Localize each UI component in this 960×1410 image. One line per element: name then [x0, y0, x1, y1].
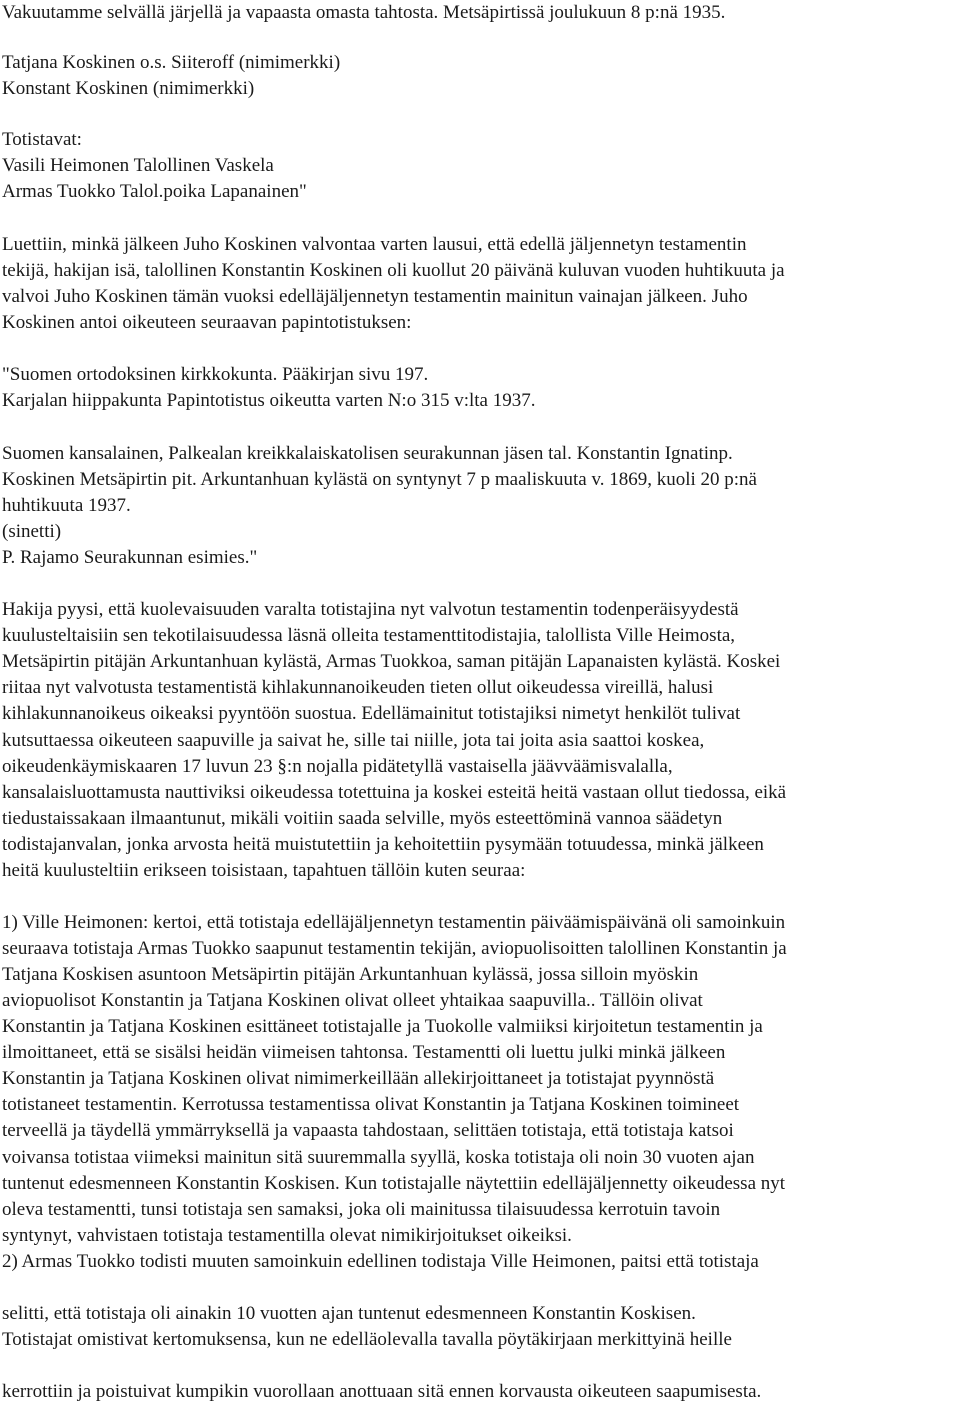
document-line: totistaneet testamentin. Kerrotussa testamentissa olivat Konstantin ja Tatjana Koskinen toimineet	[2, 1094, 740, 1115]
document-line: oleva testamentti, tunsi totistaja sen samaksi, joka oli mainitussa tilaisuudessa kerrotuin tavoin	[2, 1199, 721, 1220]
document-line: 2) Armas Tuokko todisti muuten samoinkuin edellinen todistaja Ville Heimonen, paitsi että totistaja	[2, 1251, 759, 1272]
document-line: Vakuutamme selvällä järjellä ja vapaasta omasta tahtosta. Metsäpirtissä joulukuun 8 p:nä 1935.	[2, 2, 726, 23]
document-line: tuntenut edesmenneen Konstantin Koskisen. Kun totistajalle näytettiin edelläjäljennetty oikeudessa nyt	[2, 1173, 786, 1194]
document-line: (sinetti)	[2, 521, 62, 542]
document-line: Konstantin ja Tatjana Koskinen esittäneet totistajalle ja Tuokolle valmiiksi kirjoitetun testamentin ja	[2, 1016, 763, 1037]
document-line: huhtikuuta 1937.	[2, 495, 131, 516]
document-line: aviopuolisot Konstantin ja Tatjana Koskinen olivat olleet yhtaikaa saapuvilla.. Tällöin olivat	[2, 990, 703, 1011]
document-line: kutsuttaessa oikeuteen saapuville ja saivat he, sille tai niille, jota tai joita asia saattoi koskea,	[2, 730, 705, 751]
document-line: kansalaisluottamusta nauttiviksi oikeudessa totettuina ja koskei esteitä heitä vastaan ollut tiedossa, eikä	[2, 782, 787, 803]
document-line: P. Rajamo Seurakunnan esimies."	[2, 547, 258, 568]
document-line: todistajanvalan, jonka arvosta heitä muistutettiin ja kehoitettiin pysymään totuudessa, minkä jälkeen	[2, 834, 764, 855]
document-line: seuraava totistaja Armas Tuokko saapunut testamentin tekijän, aviopuolisoitten talollinen Konstantin ja	[2, 938, 787, 959]
document-line: voivansa totistaa viimeksi mainitun sitä suuremmalla syyllä, koska totistaja oli noin 30 vuoten ajan	[2, 1147, 755, 1168]
document-line: selitti, että totistaja oli ainakin 10 vuotten ajan tuntenut edesmenneen Konstantin Koskisen.	[2, 1303, 696, 1324]
document-line: riitaa nyt valvotusta testamentistä kihlakunnanoikeuden tieten ollut oikeudessa vireillä, halusi	[2, 677, 714, 698]
document-line: Konstant Koskinen (nimimerkki)	[2, 78, 255, 99]
document-line: syntynyt, vahvistaen totistaja testamentilla olevat nimikirjoitukset oikeiksi.	[2, 1225, 572, 1246]
document-line: kihlakunnanoikeus oikeaksi pyyntöön suostua. Edellämainitut totistajiksi nimetyt henkilöt tulivat	[2, 703, 741, 724]
document-line: Tatjana Koskinen o.s. Siiteroff (nimimerkki)	[2, 52, 341, 73]
document-line: tekijä, hakijan isä, talollinen Konstantin Koskinen oli kuollut 20 päivänä kuluvan vuoden huhtikuuta ja	[2, 260, 785, 281]
document-line: Metsäpirtin pitäjän Arkuntanhuan kylästä, Armas Tuokkoa, saman pitäjän Lapanaisten kylästä. Koskei	[2, 651, 781, 672]
document-line: Armas Tuokko Talol.poika Lapanainen"	[2, 181, 307, 202]
document-line: "Suomen ortodoksinen kirkkokunta. Pääkirjan sivu 197.	[2, 364, 429, 385]
document-line: Tatjana Koskisen asuntoon Metsäpirtin pitäjän Arkuntanhuan kylässä, jossa silloin myöskin	[2, 964, 699, 985]
document-line: Suomen kansalainen, Palkealan kreikkalaiskatolisen seurakunnan jäsen tal. Konstantin Ignatinp.	[2, 443, 733, 464]
document-line: Vasili Heimonen Talollinen Vaskela	[2, 155, 274, 176]
document-line: Hakija pyysi, että kuolevaisuuden varalta totistajina nyt valvotun testamentin todenperäisyydestä	[2, 599, 739, 620]
document-line: Koskinen Metsäpirtin pit. Arkuntanhuan kylästä on syntynyt 7 p maaliskuuta v. 1869, kuoli 20 p:nä	[2, 469, 757, 490]
document-line: Konstantin ja Tatjana Koskinen olivat nimimerkeillään allekirjoittaneet ja totistajat pyynnöstä	[2, 1068, 715, 1089]
document-line: kuulusteltaisiin sen tekotilaisuudessa läsnä olleita testamenttitodistajia, talollista Ville Heimosta,	[2, 625, 736, 646]
document-line: ilmoittaneet, että se sisälsi heidän viimeisen tahtonsa. Testamentti oli luettu julki minkä jälkeen	[2, 1042, 726, 1063]
document-line: oikeudenkäymiskaaren 17 luvun 23 §:n nojalla pidätetyllä vastaisella jäävväämisvalalla,	[2, 756, 673, 777]
document-line: 1) Ville Heimonen: kertoi, että totistaja edelläjäljennetyn testamentin päiväämispäivänä oli samoinkuin	[2, 912, 786, 933]
document-line: terveellä ja täydellä ymmärryksellä ja vapaasta tahdostaan, selittäen totistaja, että totistaja katsoi	[2, 1120, 734, 1141]
document-line: Luettiin, minkä jälkeen Juho Koskinen valvontaa varten lausui, että edellä jäljennetyn testamentin	[2, 234, 747, 255]
document-line: Koskinen antoi oikeuteen seuraavan papintotistuksen:	[2, 312, 412, 333]
document-line: tiedustaissakaan ilmaantunut, mikäli voitiin saada selville, myös esteettöminä vannoa säädetyn	[2, 808, 723, 829]
document-line: Totistavat:	[2, 129, 82, 150]
document-line: Karjalan hiippakunta Papintotistus oikeutta varten N:o 315 v:lta 1937.	[2, 390, 536, 411]
document-line: heitä kuulusteltiin erikseen toisistaan, tapahtuen tällöin kuten seuraa:	[2, 860, 526, 881]
document-line: Totistajat omistivat kertomuksensa, kun ne edelläolevalla tavalla pöytäkirjaan merkittyinä heille	[2, 1329, 732, 1350]
document-line: kerrottiin ja poistuivat kumpikin vuorollaan anottuaan sitä ennen korvausta oikeuteen saapumisesta.	[2, 1381, 762, 1402]
document-line: valvoi Juho Koskinen tämän vuoksi edelläjäljennetyn testamentin mainitun vainajan jälkeen. Juho	[2, 286, 748, 307]
